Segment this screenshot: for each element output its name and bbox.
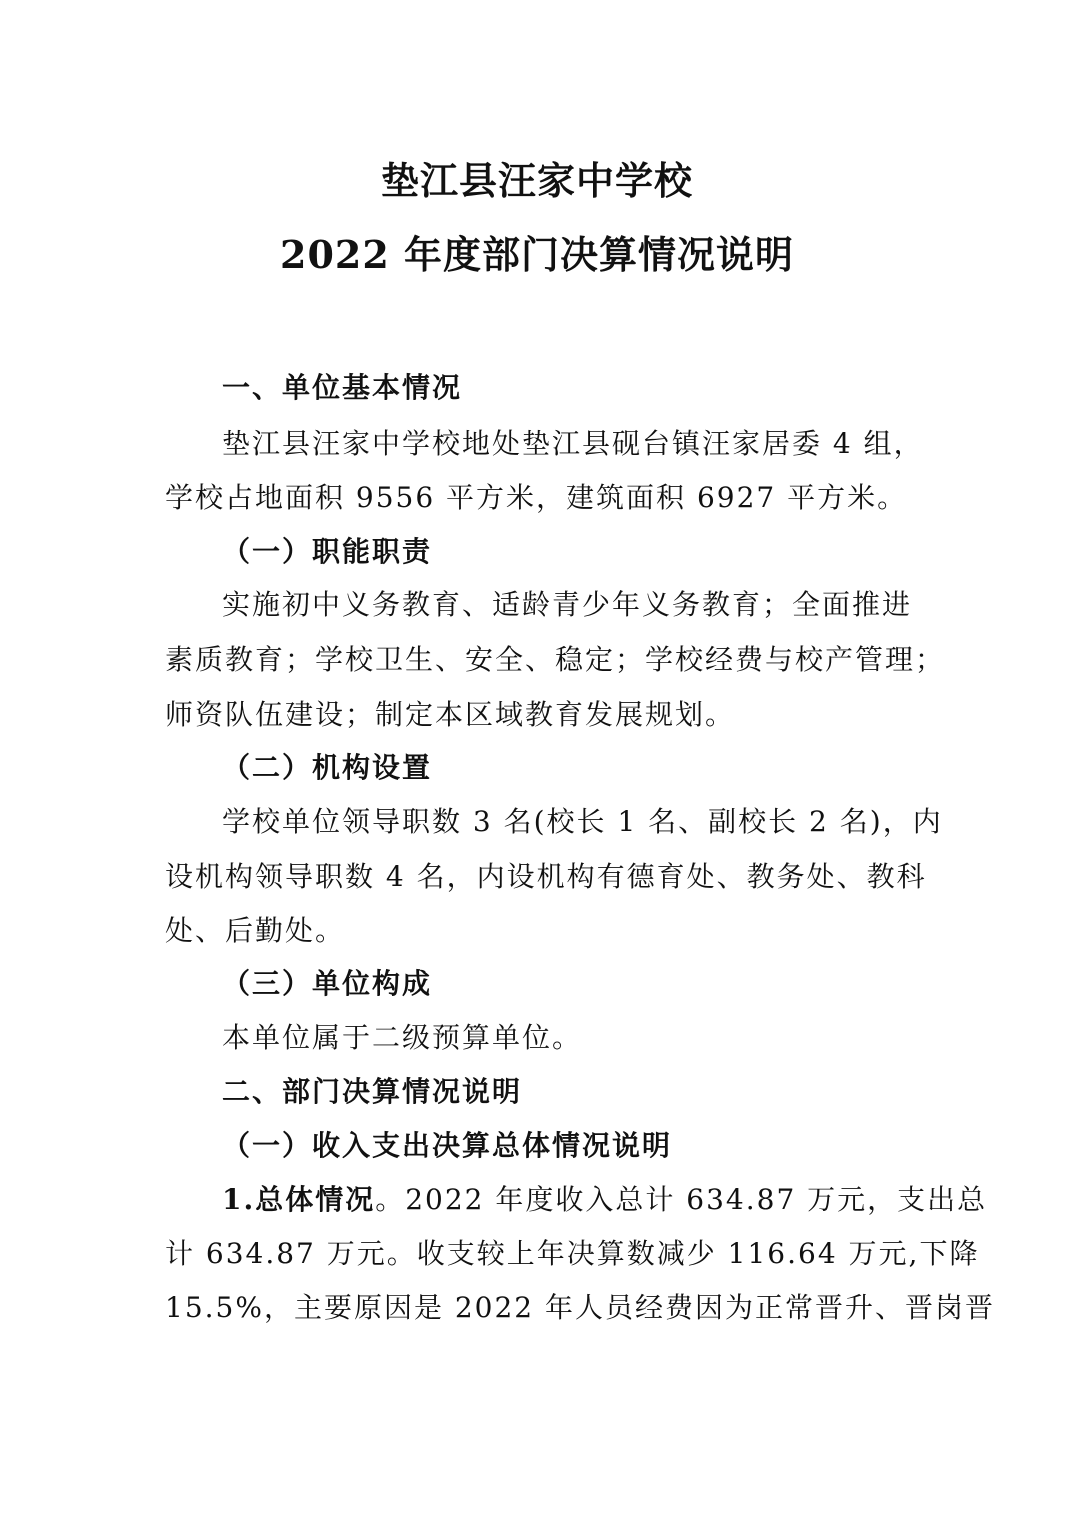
sub2-para-line: 设机构领导职数 4 名，内设机构有德育处、教务处、教科 xyxy=(165,860,927,893)
sub2-para-line: 处、后勤处。 xyxy=(165,914,346,947)
sub2-para-line: 学校单位领导职数 3 名(校长 1 名、副校长 2 名)，内 xyxy=(222,805,943,838)
sec2-sub1-heading: （一）收入支出决算总体情况说明 xyxy=(222,1129,673,1162)
sub1-heading: （一）职能职责 xyxy=(222,535,433,568)
document-title-line2: 2022 年度部门决算情况说明 xyxy=(280,232,794,277)
sub1-para-line: 素质教育；学校卫生、安全、稳定；学校经费与校产管理； xyxy=(165,643,946,676)
sec2-para-line: 15.5%，主要原因是 2022 年人员经费因为正常晋升、晋岗晋 xyxy=(165,1291,996,1324)
sec2-para-lead: 1.总体情况 xyxy=(222,1183,376,1216)
document-title-line1: 垫江县汪家中学校 xyxy=(380,158,693,203)
sub2-heading: （二）机构设置 xyxy=(222,751,433,784)
sub1-para-line: 实施初中义务教育、适龄青少年义务教育；全面推进 xyxy=(222,588,913,621)
sec2-para-line: 计 634.87 万元。收支较上年决算数减少 116.64 万元,下降 xyxy=(165,1237,980,1270)
section1-heading: 一、单位基本情况 xyxy=(222,371,463,404)
section1-para-line: 学校占地面积 9556 平方米，建筑面积 6927 平方米。 xyxy=(165,481,908,514)
section2-heading: 二、部门决算情况说明 xyxy=(222,1075,523,1108)
sub1-para-line: 师资队伍建设；制定本区域教育发展规划。 xyxy=(165,698,736,731)
sec2-para-text: 。2022 年度收入总计 634.87 万元，支出总 xyxy=(375,1183,988,1216)
sub3-para-line: 本单位属于二级预算单位。 xyxy=(222,1021,583,1054)
section1-para-line: 垫江县汪家中学校地处垫江县砚台镇汪家居委 4 组， xyxy=(222,427,924,460)
sec2-para-line xyxy=(222,1180,987,1220)
sub3-heading: （三）单位构成 xyxy=(222,967,433,1000)
